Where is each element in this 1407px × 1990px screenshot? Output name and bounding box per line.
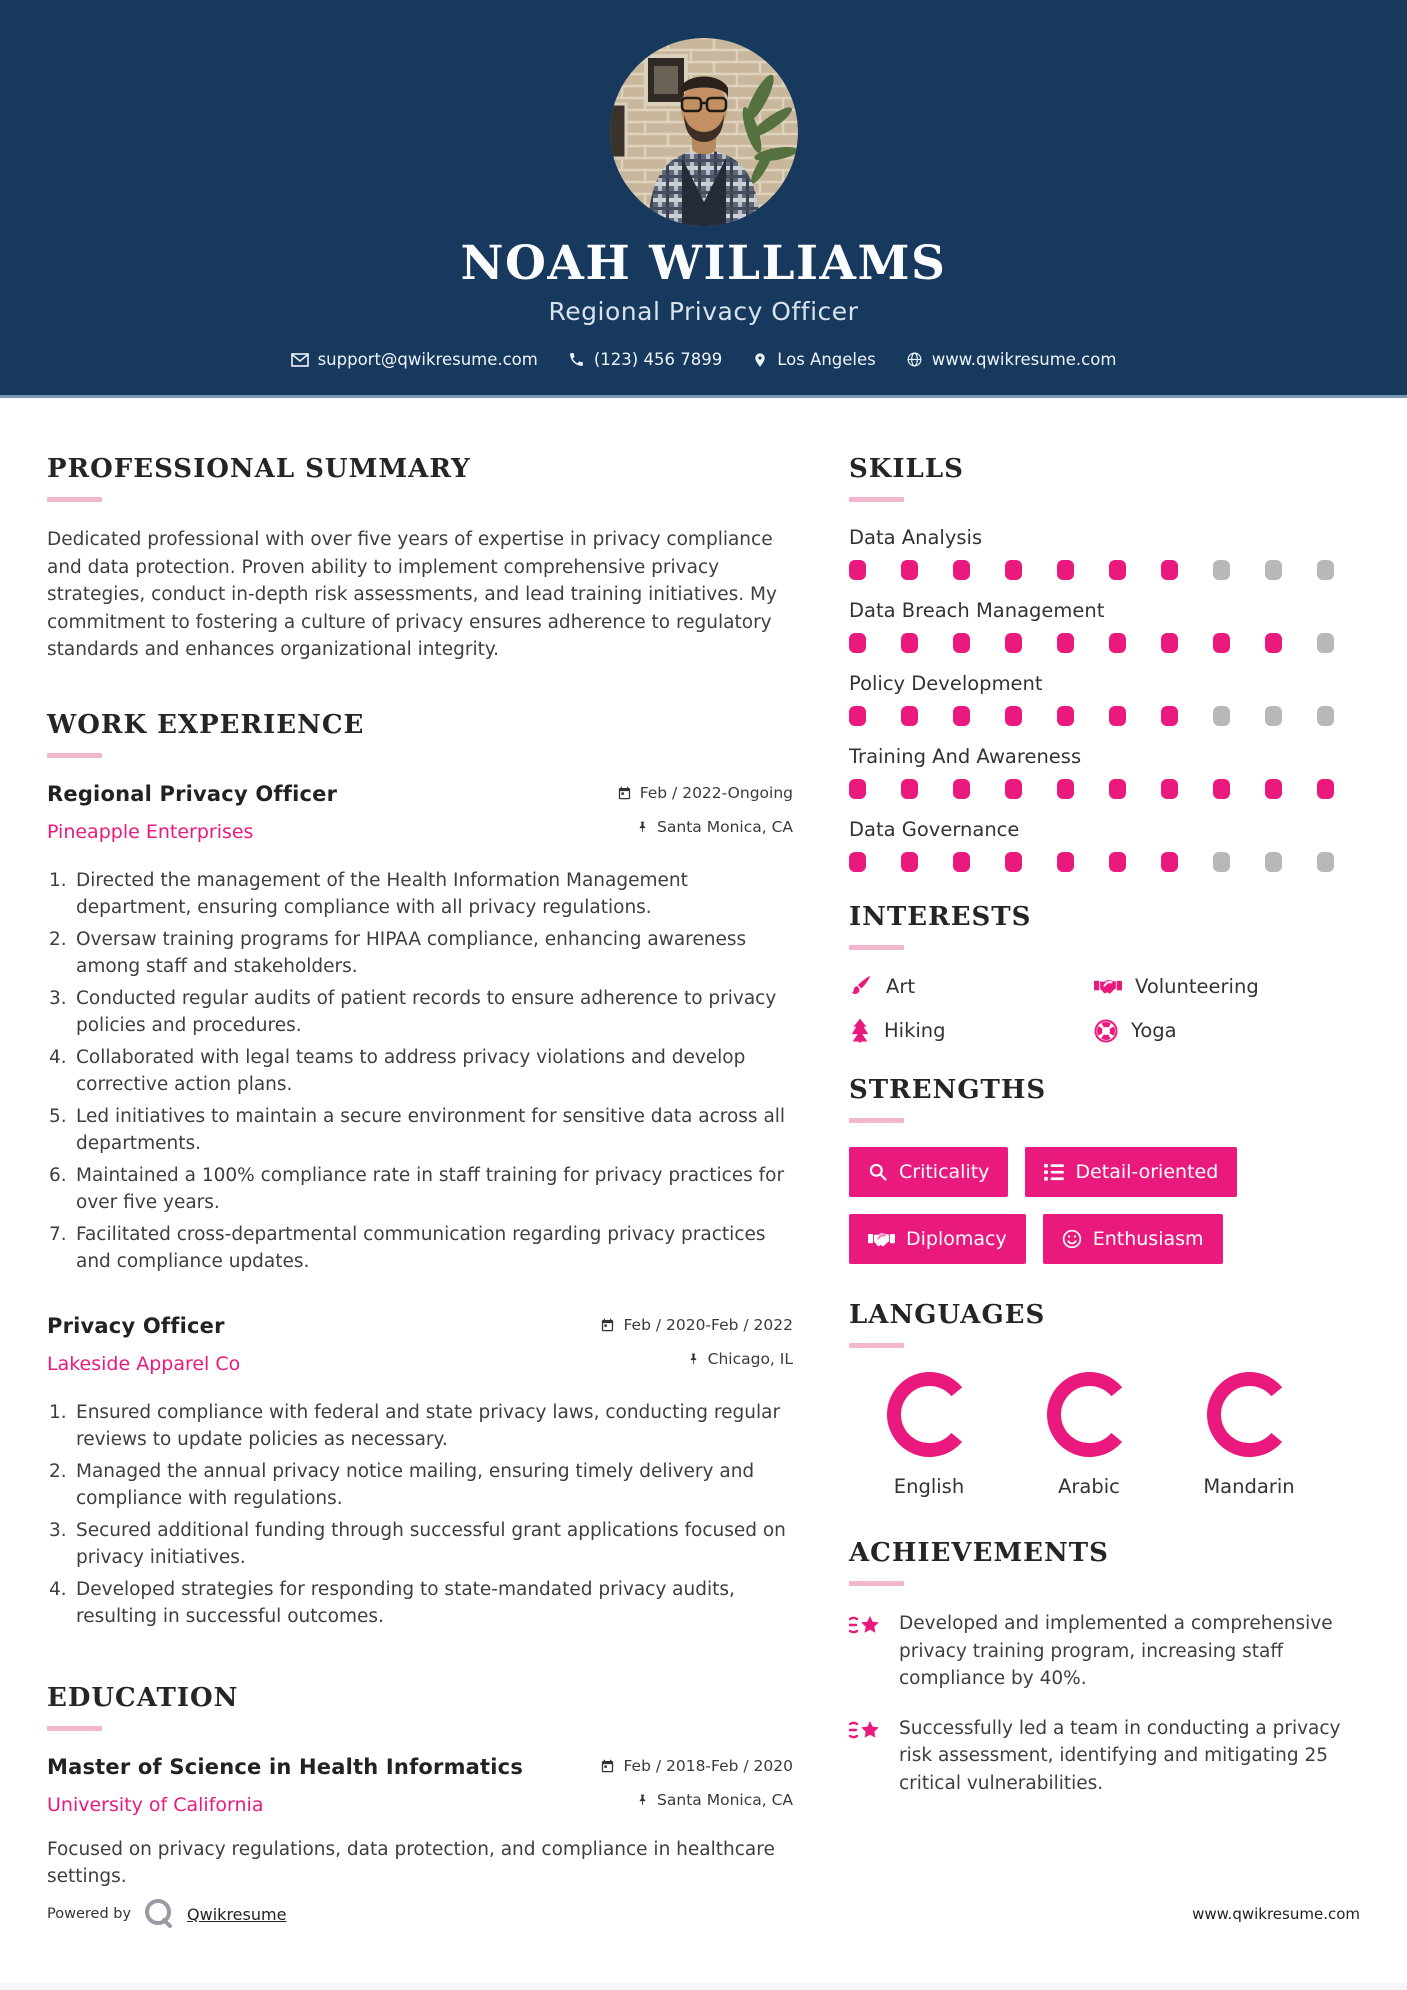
section-heading: INTERESTS [849, 902, 1032, 932]
pine-tree-icon [849, 1018, 871, 1043]
skill-dot [1109, 633, 1126, 653]
skill-dot [849, 633, 866, 653]
calendar-icon [600, 1758, 615, 1774]
skill-dot [1213, 560, 1230, 580]
job-dates [600, 1316, 793, 1334]
achievement-text: Developed and implemented a comprehensive privacy training program, increasing staff compliance by 40%. [899, 1613, 1333, 1689]
calendar-icon [617, 785, 632, 801]
skill-dot [953, 852, 970, 872]
qwikresume-link[interactable]: Qwikresume [187, 1904, 287, 1924]
skill-dot [1213, 706, 1230, 726]
interest-label: Hiking [884, 1019, 946, 1042]
interest-item [1094, 1018, 1360, 1043]
job-bullets [47, 867, 793, 1276]
smiley-icon [1062, 1229, 1082, 1249]
achievement-text: Successfully led a team in conducting a privacy risk assessment, identifying and mitigating 25 critical vulnerabilities. [899, 1717, 1341, 1794]
heading-underline [849, 497, 904, 502]
education-location-text: Santa Monica, CA [657, 1790, 793, 1809]
handshake-icon [868, 1229, 895, 1249]
skill-row [849, 672, 1360, 726]
powered-by-text: Powered by [47, 1906, 132, 1922]
language-item [1169, 1372, 1329, 1498]
section-heading: PROFESSIONAL SUMMARY [47, 454, 471, 484]
skill-dot [1161, 706, 1178, 726]
language-item [849, 1372, 1009, 1498]
language-level-arc [1047, 1372, 1132, 1457]
interest-item [1094, 974, 1360, 998]
contact-phone-text: (123) 456 7899 [593, 350, 723, 369]
main-content [0, 398, 1407, 1891]
skill-level-dots [849, 633, 1360, 653]
skill-dot [1057, 852, 1074, 872]
skill-dot [1161, 560, 1178, 580]
skill-dot [953, 633, 970, 653]
job-bullet: Oversaw training programs for HIPAA compliance, enhancing awareness among staff and stakeholders. [76, 928, 747, 977]
section-work-experience [47, 710, 793, 1631]
job-dates-text: Feb / 2020-Feb / 2022 [623, 1315, 793, 1334]
job-bullet: Managed the annual privacy notice mailing, ensuring timely delivery and compliance with regulations. [76, 1460, 755, 1509]
skill-dot [1265, 633, 1282, 653]
phone-icon [568, 351, 585, 368]
qwikresume-logo-icon [141, 1896, 177, 1932]
skill-dot [849, 706, 866, 726]
job-company: Pineapple Enterprises [47, 820, 254, 843]
skill-dot [1057, 560, 1074, 580]
job-header [47, 1314, 793, 1375]
skill-dot [953, 560, 970, 580]
achievement-item [849, 1610, 1360, 1693]
job-bullets [47, 1399, 793, 1631]
globe-icon [906, 351, 923, 368]
summary-text: Dedicated professional with over five years of expertise in privacy compliance and data protection. Proven ability to implement comprehensive privacy strategies, conduct in-depth risk assessments, and lead training initiatives. My commitment to fostering a culture of privacy ensures adherence to regulatory standards and enhances organizational integrity. [47, 529, 777, 660]
skill-name: Data Analysis [849, 526, 983, 549]
contact-location-text: Los Angeles [777, 350, 876, 369]
job-title: Privacy Officer [47, 1313, 225, 1338]
education-location [600, 1791, 793, 1809]
shooting-star-icon [849, 1613, 883, 1643]
skill-dot [1057, 706, 1074, 726]
job-location [617, 818, 793, 836]
avatar [610, 38, 798, 226]
language-label: English [893, 1475, 965, 1498]
right-column [849, 398, 1360, 1891]
contact-phone[interactable] [568, 350, 722, 369]
skill-dot [1109, 779, 1126, 799]
skill-level-dots [849, 852, 1360, 872]
avatar-photo-illustration [610, 38, 798, 226]
interests-grid [849, 974, 1360, 1043]
job-location [600, 1350, 793, 1368]
heading-underline [849, 945, 904, 950]
skill-dot [1317, 706, 1334, 726]
skill-level-dots [849, 706, 1360, 726]
interest-item [849, 1018, 1094, 1043]
language-label: Arabic [1058, 1475, 1120, 1498]
skill-row [849, 599, 1360, 653]
job-location-text: Chicago, IL [707, 1349, 793, 1368]
page-bottom-strip [0, 1983, 1407, 1990]
job-bullet: Directed the management of the Health Information Management department, ensuring compliance with all privacy regulations. [76, 869, 688, 918]
heading-underline [849, 1581, 904, 1586]
skill-dot [1005, 560, 1022, 580]
skill-dot [901, 779, 918, 799]
contact-email-text: support@qwikresume.com [317, 350, 538, 369]
job-title: Regional Privacy Officer [47, 781, 338, 806]
contact-email[interactable] [291, 350, 538, 369]
skill-dot [1005, 779, 1022, 799]
skill-dot [1109, 852, 1126, 872]
skill-dot [1265, 560, 1282, 580]
pushpin-icon [636, 819, 649, 835]
heading-underline [849, 1343, 904, 1348]
section-interests [849, 902, 1360, 1043]
strength-badge-enthusiasm [1043, 1214, 1223, 1264]
skill-dot [1109, 706, 1126, 726]
section-languages [849, 1300, 1360, 1498]
interest-label: Yoga [1131, 1019, 1177, 1042]
job-bullet: Maintained a 100% compliance rate in staff training for privacy practices for over five years. [76, 1164, 785, 1213]
contact-row [291, 350, 1117, 369]
heading-underline [849, 1118, 904, 1123]
skill-dot [1265, 706, 1282, 726]
language-level-arc [887, 1372, 972, 1457]
job-bullet: Collaborated with legal teams to address privacy violations and develop corrective action plans. [76, 1046, 746, 1095]
contact-location [752, 350, 876, 369]
skill-dot [1317, 852, 1334, 872]
skill-dot [901, 852, 918, 872]
handshake-icon [1094, 975, 1122, 997]
magnifier-icon [868, 1162, 888, 1182]
shooting-star-icon [849, 1718, 883, 1748]
section-strengths [849, 1075, 1360, 1264]
school-name: University of California [47, 1793, 264, 1816]
skill-dot [1109, 560, 1126, 580]
skill-dot [849, 852, 866, 872]
language-item [1009, 1372, 1169, 1498]
skill-row [849, 745, 1360, 799]
skill-dot [901, 633, 918, 653]
skill-dot [1005, 706, 1022, 726]
language-level-arc [1207, 1372, 1292, 1457]
skill-dot [901, 560, 918, 580]
skill-dot [1005, 633, 1022, 653]
skill-dot [953, 779, 970, 799]
skill-dot [1213, 633, 1230, 653]
lifebuoy-icon [1094, 1019, 1118, 1043]
skill-name: Data Breach Management [849, 599, 1105, 622]
skill-dot [1265, 852, 1282, 872]
job-bullet: Led initiatives to maintain a secure environment for sensitive data across all departments. [76, 1105, 786, 1154]
skill-dot [1317, 633, 1334, 653]
job-entry [47, 782, 793, 1276]
section-education [47, 1683, 793, 1891]
map-pin-icon [752, 351, 768, 369]
skill-name: Policy Development [849, 672, 1043, 695]
achievement-item [849, 1715, 1360, 1798]
interest-item [849, 974, 1094, 998]
section-heading: SKILLS [849, 454, 964, 484]
heading-underline [47, 1726, 102, 1731]
skill-row [849, 526, 1360, 580]
job-bullet: Ensured compliance with federal and state privacy laws, conducting regular reviews to update policies as necessary. [76, 1401, 781, 1450]
skill-dot [849, 779, 866, 799]
degree-title: Master of Science in Health Informatics [47, 1754, 524, 1779]
skill-dot [1161, 852, 1178, 872]
skill-name: Training And Awareness [849, 745, 1082, 768]
job-bullet: Facilitated cross-departmental communication regarding privacy practices and compliance updates. [76, 1223, 766, 1272]
footer [47, 1896, 1360, 1932]
skill-dot [953, 706, 970, 726]
pushpin-icon [687, 1351, 700, 1367]
job-company: Lakeside Apparel Co [47, 1352, 241, 1375]
strength-label: Diplomacy [906, 1228, 1007, 1250]
education-dates [600, 1757, 793, 1775]
skill-dot [901, 706, 918, 726]
calendar-icon [600, 1317, 615, 1333]
section-heading: ACHIEVEMENTS [849, 1538, 1109, 1568]
languages-row [849, 1372, 1360, 1498]
job-header [47, 782, 793, 843]
interest-label: Volunteering [1135, 974, 1259, 998]
contact-website-text: www.qwikresume.com [931, 350, 1117, 369]
job-dates-text: Feb / 2022-Ongoing [639, 783, 793, 802]
footer-website[interactable]: www.qwikresume.com [1192, 1905, 1360, 1923]
skill-dot [1057, 779, 1074, 799]
list-icon [1044, 1163, 1064, 1181]
candidate-title: Regional Privacy Officer [548, 297, 859, 326]
contact-website[interactable] [906, 350, 1117, 369]
job-bullet: Conducted regular audits of patient records to ensure adherence to privacy policies and procedures. [76, 987, 777, 1036]
skill-name: Data Governance [849, 818, 1020, 841]
envelope-icon [291, 353, 309, 367]
job-dates [617, 784, 793, 802]
skill-dot [1317, 560, 1334, 580]
section-professional-summary [47, 454, 793, 664]
education-entry [47, 1755, 793, 1891]
section-skills [849, 454, 1360, 872]
skill-dot [1213, 779, 1230, 799]
section-heading: LANGUAGES [849, 1300, 1046, 1330]
job-bullet: Developed strategies for responding to state-mandated privacy audits, resulting in successful outcomes. [76, 1578, 735, 1627]
skill-level-dots [849, 779, 1360, 799]
strength-badge-diplomacy [849, 1214, 1026, 1264]
language-label: Mandarin [1203, 1475, 1295, 1498]
heading-underline [47, 497, 102, 502]
job-location-text: Santa Monica, CA [657, 817, 793, 836]
header [0, 0, 1407, 398]
heading-underline [47, 753, 102, 758]
strength-badge-criticality [849, 1147, 1008, 1197]
footer-branding [47, 1896, 286, 1932]
skill-level-dots [849, 560, 1360, 580]
left-column [47, 398, 793, 1891]
skill-dot [849, 560, 866, 580]
strengths-list [849, 1147, 1289, 1264]
section-heading: EDUCATION [47, 1682, 239, 1713]
skill-dot [1317, 779, 1334, 799]
skill-dot [1057, 633, 1074, 653]
education-description: Focused on privacy regulations, data protection, and compliance in healthcare settings. [47, 1838, 775, 1887]
skill-dot [1005, 852, 1022, 872]
candidate-name: NOAH WILLIAMS [460, 236, 947, 291]
section-achievements [849, 1538, 1360, 1797]
skill-dot [1161, 633, 1178, 653]
education-dates-text: Feb / 2018-Feb / 2020 [623, 1756, 793, 1775]
section-heading: WORK EXPERIENCE [47, 709, 365, 740]
strength-label: Criticality [899, 1161, 990, 1183]
skill-dot [1213, 852, 1230, 872]
job-bullet: Secured additional funding through successful grant applications focused on privacy initiatives. [76, 1519, 786, 1568]
section-heading: STRENGTHS [849, 1075, 1047, 1105]
paintbrush-icon [849, 974, 873, 998]
strength-label: Detail-oriented [1075, 1161, 1219, 1183]
skill-row [849, 818, 1360, 872]
pushpin-icon [636, 1792, 649, 1808]
interest-label: Art [886, 974, 916, 998]
job-entry [47, 1314, 793, 1631]
strength-label: Enthusiasm [1092, 1228, 1204, 1250]
skill-dot [1265, 779, 1282, 799]
skill-dot [1161, 779, 1178, 799]
strength-badge-detail-oriented [1025, 1147, 1237, 1197]
